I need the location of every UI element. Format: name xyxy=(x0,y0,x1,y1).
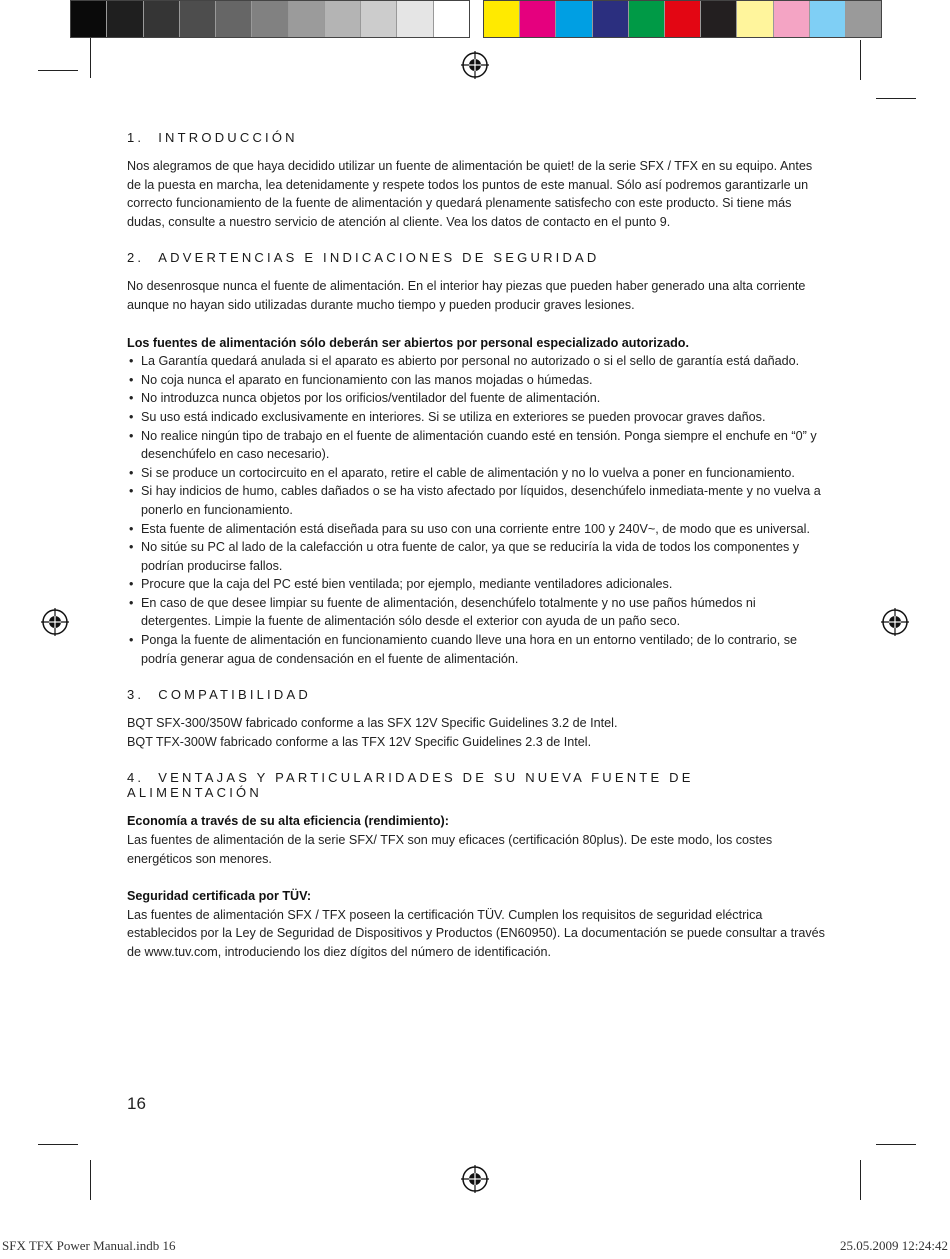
color-swatch xyxy=(71,1,107,37)
section-heading-introduccion xyxy=(127,130,827,145)
color-swatch xyxy=(144,1,180,37)
list-item: • La Garantía quedará anulada si el aparato es abierto por personal no autorizado o si el sello de garantía está dañado. xyxy=(127,352,827,371)
footer-filename: SFX TFX Power Manual.indb 16 xyxy=(2,1238,176,1253)
list-item: • Si se produce un cortocircuito en el aparato, retire el cable de alimentación y no lo vuelva a poner en funcionamiento. xyxy=(127,464,827,483)
section-number: 3. xyxy=(127,687,145,703)
color-swatch xyxy=(107,1,143,37)
footer-timestamp: 25.05.2009 12:24:42 xyxy=(840,1238,948,1253)
intro-paragraph: Nos alegramos de que haya decidido utilizar un fuente de alimentación be quiet! de la serie SFX / TFX en su equipo. Antes de la puesta en marcha, lea detenidamente y respete todos los puntos de este manual. Sólo así podremos garantizarle un correcto funcionamiento de la fuente de alimentación y quedará plenamente satisfecho con este producto. Si tiene más dudas, consulte a nuestro servicio de atención al cliente. Vea los datos de contacto en el punto 9. xyxy=(127,159,813,229)
subsection-heading: Economía a través de su alta eficiencia (rendimiento): xyxy=(127,814,449,829)
compatibility-line: BQT TFX-300W fabricado conforme a las TFX 12V Specific Guidelines 2.3 de Intel. xyxy=(127,734,592,749)
color-swatch xyxy=(593,1,629,37)
color-swatch xyxy=(846,1,881,37)
list-item: • No coja nunca el aparato en funcionamiento con las manos mojadas o húmedas. xyxy=(127,371,827,390)
list-item: • No realice ningún tipo de trabajo en el fuente de alimentación cuando esté en tensión. Ponga siempre el enchufe en “0” y desenchúfelo en caso necesario). xyxy=(127,427,827,464)
color-swatch xyxy=(665,1,701,37)
subsection-heading: Seguridad certificada por TÜV: xyxy=(127,889,312,904)
color-swatch xyxy=(252,1,288,37)
color-swatch xyxy=(556,1,592,37)
section-number: 4. xyxy=(127,770,145,786)
list-item: • Ponga la fuente de alimentación en funcionamiento cuando lleve una hora en un entorno ventilado; de lo contrario, se podría generar agua de condensación en el fuente de alimentación. xyxy=(127,631,827,668)
section-number: 1. xyxy=(127,130,145,145)
color-swatch xyxy=(701,1,737,37)
registration-mark-icon xyxy=(460,50,490,80)
color-swatch xyxy=(520,1,556,37)
section-title: INTRODUCCIÓN xyxy=(158,130,298,145)
registration-mark-icon xyxy=(40,607,70,637)
color-swatch xyxy=(774,1,810,37)
color-swatch xyxy=(810,1,846,37)
color-swatch xyxy=(434,1,469,37)
registration-mark-icon xyxy=(460,1164,490,1194)
crop-mark xyxy=(860,1160,861,1200)
crop-mark xyxy=(38,1144,78,1145)
color-swatch xyxy=(397,1,433,37)
list-item: • No sitúe su PC al lado de la calefacción u otra fuente de calor, ya que se reduciría la vida de todos los componentes y podrían producirse fallos. xyxy=(127,538,827,575)
color-swatch xyxy=(289,1,325,37)
crop-mark xyxy=(90,1160,91,1200)
compatibility-line: BQT SFX-300/350W fabricado conforme a las SFX 12V Specific Guidelines 3.2 de Intel. xyxy=(127,716,618,731)
list-item: • No introduzca nunca objetos por los orificios/ventilador del fuente de alimentación. xyxy=(127,389,827,408)
safety-list xyxy=(127,352,827,668)
section-title: ADVERTENCIAS E INDICACIONES DE SEGURIDAD xyxy=(158,250,600,266)
color-swatch xyxy=(180,1,216,37)
color-swatch xyxy=(629,1,665,37)
crop-mark xyxy=(90,38,91,78)
list-item: • Procure que la caja del PC esté bien ventilada; por ejemplo, mediante ventiladores adicionales. xyxy=(127,575,827,594)
section-title: COMPATIBILIDAD xyxy=(158,687,311,703)
list-item: • Esta fuente de alimentación está diseñada para su uso con una corriente entre 100 y 240V~, de modo que es universal. xyxy=(127,520,827,539)
list-item: • Su uso está indicado exclusivamente en interiores. Si se utiliza en exteriores se pueden provocar graves daños. xyxy=(127,408,827,427)
registration-mark-icon xyxy=(880,607,910,637)
color-swatch xyxy=(361,1,397,37)
color-swatch xyxy=(484,1,520,37)
grayscale-calibration-bar xyxy=(70,0,470,38)
manual-page-content xyxy=(127,130,827,962)
section-heading-compatibilidad xyxy=(127,687,827,702)
color-swatch xyxy=(737,1,773,37)
page-number: 16 xyxy=(127,1094,146,1113)
crop-mark xyxy=(38,70,78,71)
crop-mark xyxy=(876,98,916,99)
color-calibration-bar xyxy=(483,0,882,38)
section-heading-ventajas xyxy=(127,770,827,800)
section-heading-advertencias xyxy=(127,250,827,265)
crop-mark xyxy=(876,1144,916,1145)
subsection-text: Las fuentes de alimentación de la serie SFX/ TFX son muy eficaces (certificación 80plus). De este modo, los costes energéticos son menores. xyxy=(127,833,773,866)
list-item: • Si hay indicios de humo, cables dañados o se ha visto afectado por líquidos, desenchúfelo inmediata-mente y no vuelva a ponerlo en funcionamiento. xyxy=(127,482,827,519)
section-title: VENTAJAS Y PARTICULARIDADES DE SU NUEVA FUENTE DE ALIMENTACIÓN xyxy=(127,770,694,801)
color-swatch xyxy=(325,1,361,37)
section-number: 2. xyxy=(127,250,145,266)
safety-paragraph: No desenrosque nunca el fuente de alimentación. En el interior hay piezas que pueden haber generado una alta corriente aunque no hayan sido utilizadas durante mucho tiempo y pueden producir graves lesiones. xyxy=(127,279,806,312)
subsection-text: Las fuentes de alimentación SFX / TFX poseen la certificación TÜV. Cumplen los requisitos de seguridad eléctrica establecidos por la Ley de Seguridad de Dispositivos y Productos (EN60950). La documentación se puede consultar a través de www.tuv.com, introduciendo los diez dígitos del número de identificación. xyxy=(127,907,825,959)
list-item: • En caso de que desee limpiar su fuente de alimentación, desenchúfelo totalmente y no use paños húmedos ni detergentes. Limpie la fuente de alimentación sólo desde el exterior con ayuda de un paño seco. xyxy=(127,594,827,631)
crop-mark xyxy=(860,40,861,80)
color-swatch xyxy=(216,1,252,37)
safety-warning: Los fuentes de alimentación sólo deberán ser abiertos por personal especializado autorizado. xyxy=(127,335,689,350)
